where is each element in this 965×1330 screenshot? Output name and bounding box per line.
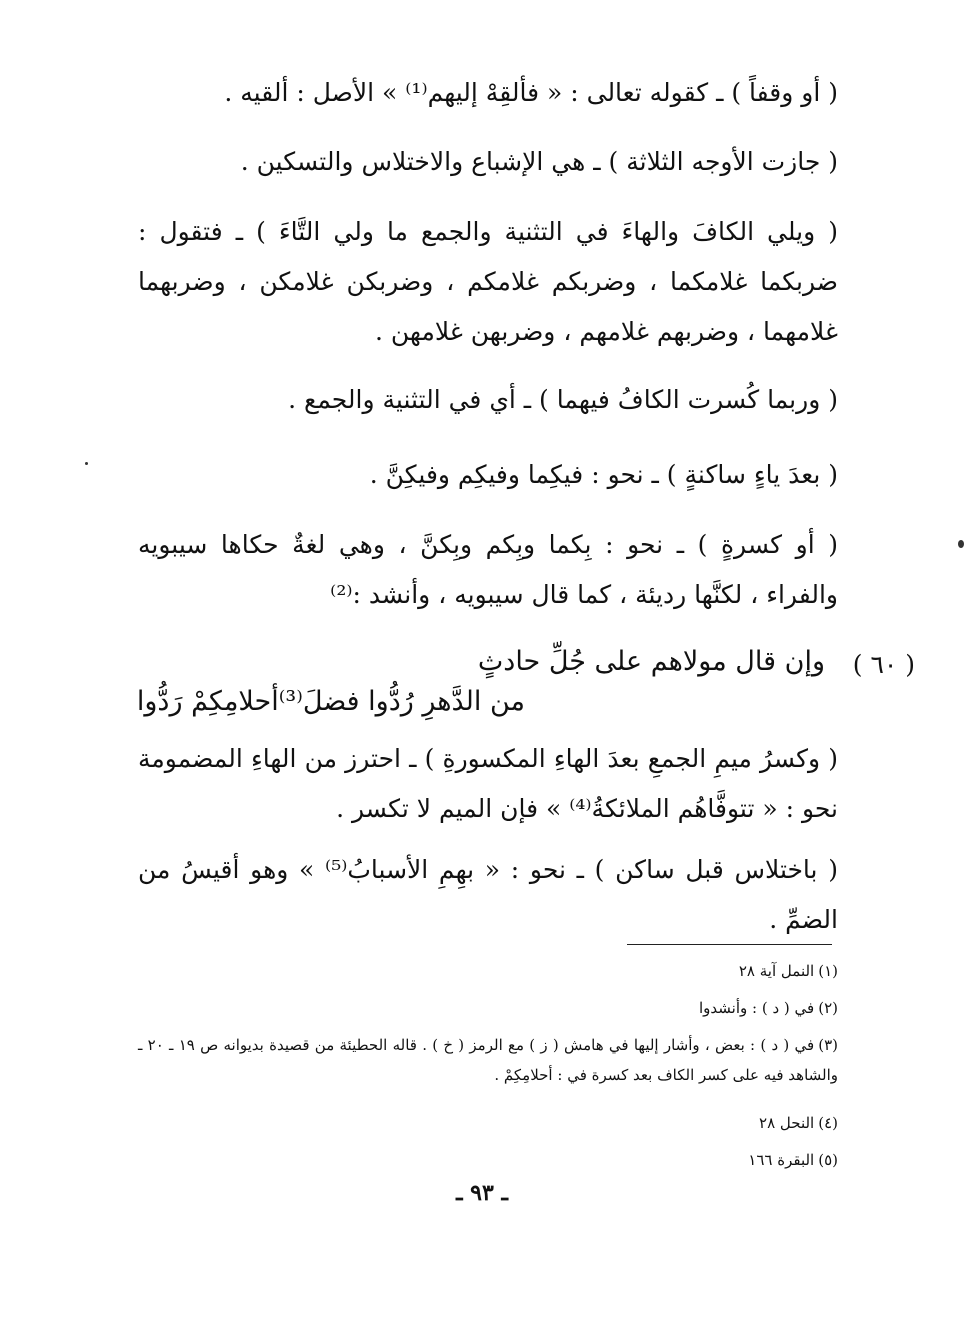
footnote-label: (٣) (818, 1036, 838, 1054)
paragraph-2: ( جازت الأوجه الثلاثة ) ـ هي الإشباع والاختلاس والتسكين . (240, 147, 838, 176)
scan-speck (85, 462, 88, 465)
paragraph-1: ( أو وقفاً ) ـ كقوله تعالى : « فألقِهْ إليهم⁽¹⁾ » الأصل : ألقيه . (224, 78, 838, 107)
footnote-text: النمل آية ٢٨ (738, 962, 815, 980)
footnote-text: النحل ٢٨ (759, 1114, 815, 1132)
footnote-text: البقرة ١٦٦ (748, 1151, 815, 1169)
footnote-text: في ( د ) : وأنشدوا (699, 999, 815, 1017)
verse-number: ( ٦٠ ) (852, 650, 915, 679)
footnote-3 (138, 1030, 838, 1090)
footnote-label: (٥) (818, 1151, 838, 1169)
footnote-2 (138, 993, 838, 1023)
paragraph-4: ( وربما كُسرت الكافُ فيهما ) ـ أي في التثنية والجمع . (288, 385, 838, 414)
paragraph-6: ( أو كسرةٍ ) ـ نحو : بِكما وبِكم وبِكنَّ ، وهي لغةٌ حكاها سيبويه والفراء ، لكنَّها رديئة ، كما قال سيبويه ، وأنشد :⁽²⁾ (138, 530, 838, 609)
footnote-label: (٢) (818, 999, 838, 1017)
page-number: ـ ٩٣ ـ (456, 1180, 508, 1206)
footnote-text: في ( د ) : بعض ، وأشار إليها في هامش ( ز ) مع الرمز ( خ ) . قاله الحطيئة من قصيدة بديوانه ص ١٩ ـ ٢٠ ـ والشاهد فيه على كسر الكاف بعد كسرة في : أحلامِكِمْ . (138, 1036, 838, 1084)
footnote-label: (٤) (818, 1114, 838, 1132)
verse-line-1: وإن قال مولاهم على جُلِّ حادثٍ (477, 646, 825, 677)
paragraph-7: ( وكسرُ ميمِ الجمعِ بعدَ الهاءِ المكسورةِ ) ـ احترز من الهاءِ المضمومة نحو : « تتوفَّاهُم الملائكةُ⁽⁴⁾ » فإن الميم لا تكسر . (138, 744, 838, 823)
footnote-label: (١) (818, 962, 838, 980)
footnote-4 (138, 1108, 838, 1138)
footnote-5 (138, 1145, 838, 1175)
paragraph-3: ( ويلي الكافَ والهاءَ في التثنية والجمع ما ولي التَّاءَ ) ـ فتقول : ضربكما غلامكما ، وضربكم غلامكم ، وضربكن غلامكن ، وضربهما غلامهما ، وضربهم غلامهم ، وضربهن غلامهن . (138, 217, 838, 346)
paragraph-5: ( بعدَ ياءٍ ساكنةٍ ) ـ نحو : فيكِما وفيكِم وفيكِنَّ . (369, 460, 838, 489)
paragraph-8: ( باختلاس قبل ساكن ) ـ نحو : « بهِمِ الأسبابُ⁽⁵⁾ » وهو أقيسُ من الضمِّ . (138, 855, 838, 934)
footnote-1 (138, 956, 838, 986)
scan-speck (958, 540, 964, 548)
verse-line-2: من الدَّهرِ رُدُّوا فضلَ⁽³⁾أحلامِكِمْ رَدُّوا (136, 686, 525, 717)
footnote-separator (627, 944, 832, 945)
